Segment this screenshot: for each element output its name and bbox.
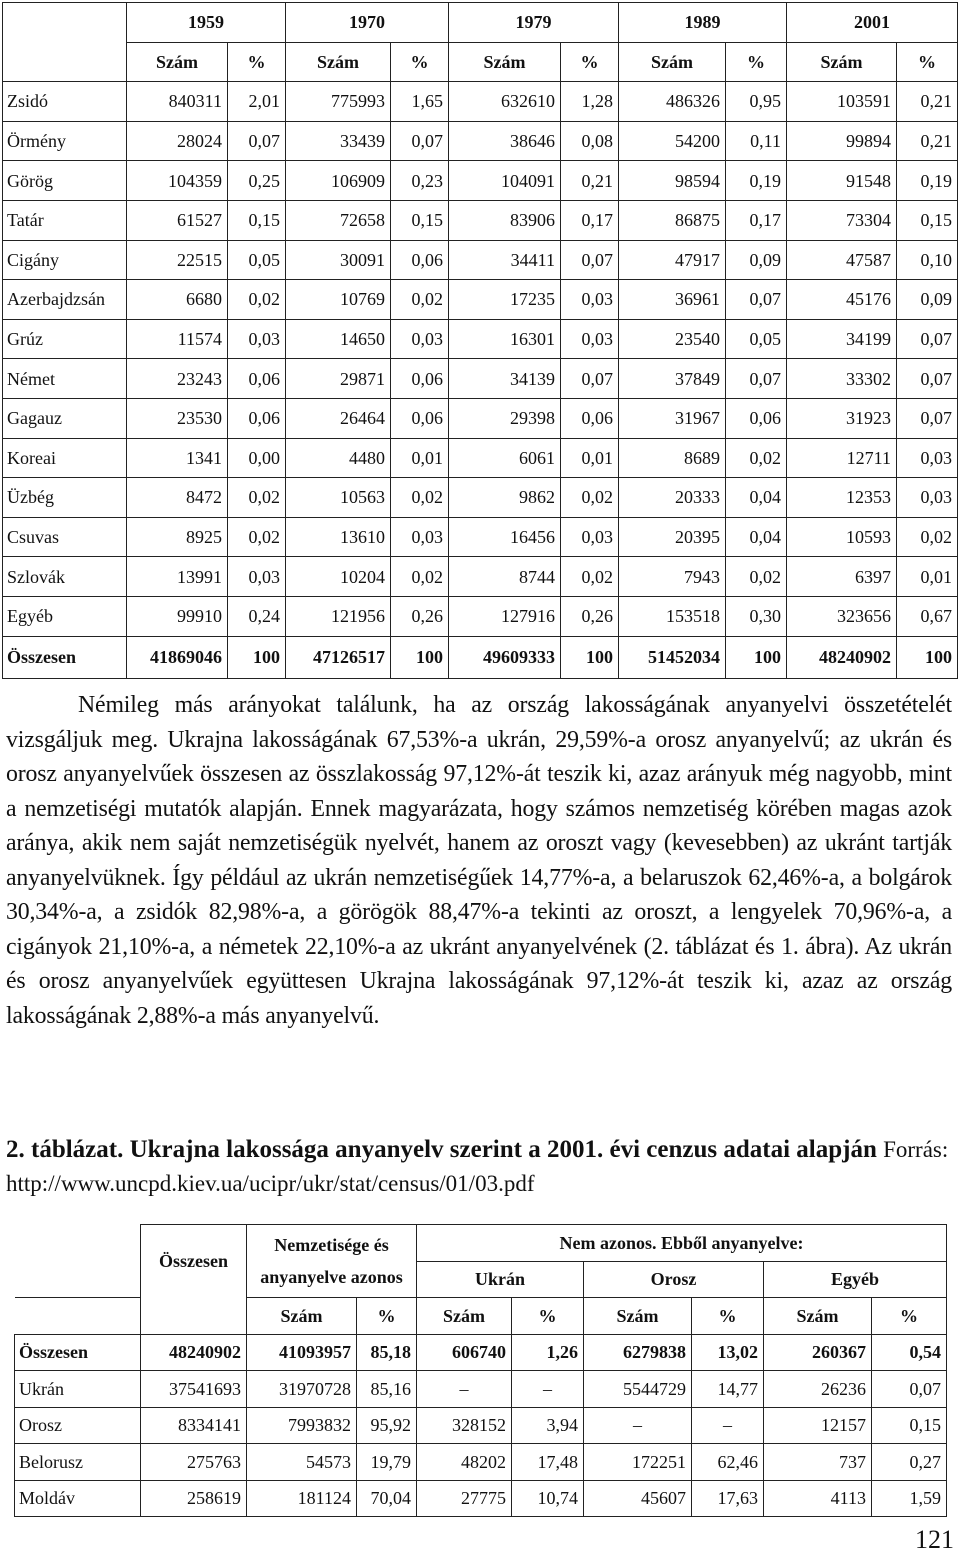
table-cell: 0,21 bbox=[897, 82, 958, 122]
table-cell: 0,09 bbox=[897, 280, 958, 320]
table-cell: 3,94 bbox=[512, 1407, 584, 1444]
population-by-nationality-table bbox=[2, 2, 958, 679]
table-row bbox=[15, 1371, 947, 1408]
table-cell: 20395 bbox=[619, 517, 726, 557]
header-lang: Egyéb bbox=[764, 1261, 947, 1298]
header-lang: Orosz bbox=[584, 1261, 764, 1298]
table-row bbox=[3, 359, 958, 399]
row-label: Ukrán bbox=[15, 1371, 141, 1408]
year-header: 1989 bbox=[619, 3, 787, 43]
table-cell: 0,07 bbox=[897, 359, 958, 399]
table-cell: 0,02 bbox=[561, 478, 619, 518]
table-cell: 0,24 bbox=[228, 596, 286, 636]
table-cell: 0,06 bbox=[228, 359, 286, 399]
row-label: Összesen bbox=[3, 636, 127, 678]
table-cell: 16456 bbox=[449, 517, 561, 557]
column-subheader: Szám bbox=[417, 1298, 512, 1335]
table-cell: 486326 bbox=[619, 82, 726, 122]
total-row bbox=[3, 636, 958, 678]
table-cell: 54573 bbox=[247, 1444, 357, 1481]
table-cell: 737 bbox=[764, 1444, 872, 1481]
table-cell: 0,07 bbox=[897, 398, 958, 438]
table-row bbox=[3, 121, 958, 161]
table-cell: 30091 bbox=[286, 240, 391, 280]
table-cell: 12353 bbox=[787, 478, 897, 518]
table-cell: 29398 bbox=[449, 398, 561, 438]
row-label: Zsidó bbox=[3, 82, 127, 122]
table-cell: 100 bbox=[897, 636, 958, 678]
table-cell: 73304 bbox=[787, 200, 897, 240]
table-cell: 31923 bbox=[787, 398, 897, 438]
table-cell: 0,07 bbox=[561, 359, 619, 399]
table-cell: 86875 bbox=[619, 200, 726, 240]
table-cell: 0,25 bbox=[228, 161, 286, 201]
table-cell: 27775 bbox=[417, 1480, 512, 1517]
table-cell: 606740 bbox=[417, 1334, 512, 1371]
table-row bbox=[15, 1480, 947, 1517]
table-row bbox=[3, 82, 958, 122]
table-cell: 33439 bbox=[286, 121, 391, 161]
table-cell: 23540 bbox=[619, 319, 726, 359]
table-cell: 17,63 bbox=[692, 1480, 764, 1517]
row-label: Szlovák bbox=[3, 557, 127, 597]
header-not-same: Nem azonos. Ebből anyanyelve: bbox=[417, 1225, 947, 1262]
table-cell: 48240902 bbox=[787, 636, 897, 678]
table-cell: 0,06 bbox=[726, 398, 787, 438]
table-cell: 0,30 bbox=[726, 596, 787, 636]
table-cell: 10563 bbox=[286, 478, 391, 518]
table-cell: 0,07 bbox=[872, 1371, 947, 1408]
column-subheader: % bbox=[391, 42, 449, 82]
table-cell: 6279838 bbox=[584, 1334, 692, 1371]
table-cell: 47126517 bbox=[286, 636, 391, 678]
table-cell: 26464 bbox=[286, 398, 391, 438]
table-cell: 172251 bbox=[584, 1444, 692, 1481]
table-cell: 34411 bbox=[449, 240, 561, 280]
table-cell: 45607 bbox=[584, 1480, 692, 1517]
table-cell: 0,03 bbox=[897, 478, 958, 518]
table-cell: 106909 bbox=[286, 161, 391, 201]
table-cell: 0,06 bbox=[561, 398, 619, 438]
table-cell: 0,03 bbox=[561, 280, 619, 320]
table-cell: 70,04 bbox=[357, 1480, 417, 1517]
table-cell: 0,21 bbox=[897, 121, 958, 161]
table-cell: 0,23 bbox=[391, 161, 449, 201]
table-caption bbox=[6, 1133, 952, 1201]
table-cell: 0,04 bbox=[726, 478, 787, 518]
caption-title: 2. táblázat. Ukrajna lakossága anyanyelv szerint a 2001. évi cenzus adatai alapján bbox=[6, 1136, 877, 1163]
table-cell: 1,59 bbox=[872, 1480, 947, 1517]
table-cell: 0,03 bbox=[391, 319, 449, 359]
table-cell: 12711 bbox=[787, 438, 897, 478]
column-subheader: % bbox=[357, 1298, 417, 1335]
table-cell: 23243 bbox=[127, 359, 228, 399]
table-cell: 83906 bbox=[449, 200, 561, 240]
table-cell: 1,28 bbox=[561, 82, 619, 122]
table-cell: 11574 bbox=[127, 319, 228, 359]
table-row bbox=[3, 438, 958, 478]
table-cell: 0,07 bbox=[726, 280, 787, 320]
table-cell: 840311 bbox=[127, 82, 228, 122]
table-cell: 0,07 bbox=[228, 121, 286, 161]
table-cell: 0,10 bbox=[897, 240, 958, 280]
table-cell: 51452034 bbox=[619, 636, 726, 678]
table-row bbox=[3, 517, 958, 557]
table-cell: 0,02 bbox=[228, 517, 286, 557]
table-cell: 0,17 bbox=[726, 200, 787, 240]
table-cell: 0,27 bbox=[872, 1444, 947, 1481]
row-label: Grúz bbox=[3, 319, 127, 359]
row-label: Cigány bbox=[3, 240, 127, 280]
table-cell: 104091 bbox=[449, 161, 561, 201]
column-subheader: Szám bbox=[127, 42, 228, 82]
row-label: Örmény bbox=[3, 121, 127, 161]
table-row bbox=[3, 240, 958, 280]
table-cell: 20333 bbox=[619, 478, 726, 518]
table-cell: 6397 bbox=[787, 557, 897, 597]
table-cell: 14650 bbox=[286, 319, 391, 359]
table-cell: 54200 bbox=[619, 121, 726, 161]
table-row bbox=[15, 1407, 947, 1444]
column-subheader: Szám bbox=[584, 1298, 692, 1335]
header-lang: Ukrán bbox=[417, 1261, 584, 1298]
table-cell: 0,01 bbox=[391, 438, 449, 478]
table-cell: 0,02 bbox=[726, 557, 787, 597]
table-cell: 7993832 bbox=[247, 1407, 357, 1444]
table-cell: 6061 bbox=[449, 438, 561, 478]
table-cell: 0,03 bbox=[561, 319, 619, 359]
column-subheader: % bbox=[726, 42, 787, 82]
row-label: Belorusz bbox=[15, 1444, 141, 1481]
table-cell: 2,01 bbox=[228, 82, 286, 122]
page-number: 121 bbox=[915, 1525, 954, 1554]
table-cell: 0,02 bbox=[228, 478, 286, 518]
table-cell: 0,15 bbox=[872, 1407, 947, 1444]
row-label: Összesen bbox=[15, 1334, 141, 1371]
table-cell: 85,16 bbox=[357, 1371, 417, 1408]
year-header: 1959 bbox=[127, 3, 286, 43]
table-cell: 91548 bbox=[787, 161, 897, 201]
table-cell: 49609333 bbox=[449, 636, 561, 678]
caption-source: Forrás: http://www.uncpd.kiev.ua/ucipr/ukr/stat/census/01/03.pdf bbox=[6, 1137, 949, 1196]
table-cell: 10593 bbox=[787, 517, 897, 557]
table-cell: 12157 bbox=[764, 1407, 872, 1444]
table-cell: 0,07 bbox=[726, 359, 787, 399]
table-cell: 328152 bbox=[417, 1407, 512, 1444]
table-cell: 4113 bbox=[764, 1480, 872, 1517]
table-cell: 0,95 bbox=[726, 82, 787, 122]
table-cell: 275763 bbox=[141, 1444, 247, 1481]
table-cell: 323656 bbox=[787, 596, 897, 636]
table-cell: 7943 bbox=[619, 557, 726, 597]
table-cell: 0,09 bbox=[726, 240, 787, 280]
table-cell: 0,07 bbox=[897, 319, 958, 359]
table-cell: 0,02 bbox=[391, 280, 449, 320]
table-cell: 0,08 bbox=[561, 121, 619, 161]
table-cell: 28024 bbox=[127, 121, 228, 161]
table-cell: 0,15 bbox=[897, 200, 958, 240]
table-cell: 0,15 bbox=[391, 200, 449, 240]
table-cell: 181124 bbox=[247, 1480, 357, 1517]
table-cell: 0,21 bbox=[561, 161, 619, 201]
table-cell: 0,02 bbox=[897, 517, 958, 557]
table-cell: 0,01 bbox=[897, 557, 958, 597]
table-cell: 0,19 bbox=[726, 161, 787, 201]
table-cell: 632610 bbox=[449, 82, 561, 122]
table-cell: 103591 bbox=[787, 82, 897, 122]
table-cell: 8925 bbox=[127, 517, 228, 557]
column-subheader: % bbox=[872, 1298, 947, 1335]
table-cell: 260367 bbox=[764, 1334, 872, 1371]
table-cell: 0,05 bbox=[726, 319, 787, 359]
table-cell: 33302 bbox=[787, 359, 897, 399]
year-header: 1979 bbox=[449, 3, 619, 43]
table-cell: 45176 bbox=[787, 280, 897, 320]
table-cell: 0,06 bbox=[391, 359, 449, 399]
table-cell: 104359 bbox=[127, 161, 228, 201]
table-cell: 4480 bbox=[286, 438, 391, 478]
table-row bbox=[3, 200, 958, 240]
table-cell: 0,06 bbox=[228, 398, 286, 438]
row-label: Német bbox=[3, 359, 127, 399]
table-cell: 13991 bbox=[127, 557, 228, 597]
table-cell: 16301 bbox=[449, 319, 561, 359]
table-cell: 41869046 bbox=[127, 636, 228, 678]
row-label: Gagauz bbox=[3, 398, 127, 438]
body-paragraph: Némileg más arányokat találunk, ha az ország lakosságának anyanyelvi összetételét vizsgáljuk meg. Ukrajna lakosságának 67,53%-a ukrán, 29,59%-a orosz anyanyelvű; az ukrán és orosz anyanyelvűek összesen az összlakosság 97,12%-át teszik ki, azaz arányuk még nagyobb, mint a nemzetiségi mutatók alapján. Ennek magyarázata, hogy számos nemzetiség körében magas azok aránya, akik nem saját nemzetiségük nyelvét, hanem az oroszt vagy (kevesebben) az ukránt tartják anyanyelvüknek. Így például az ukrán nemzetiségűek 14,77%-a, a belaruszok 62,46%-a, a bolgárok 30,34%-a, a zsidók 82,98%-a, a görögök 88,47%-a tekinti az oroszt, a lengyelek 70,96%-a, a cigányok 21,10%-a, a németek 22,10%-a az ukránt anyanyelvének (2. táblázat és 1. ábra). Az ukrán és orosz anyanyelvűek együttesen Ukrajna lakosságának 97,12%-át teszik ki, azaz az ország lakosságának 2,88%-a más anyanyelvű. bbox=[6, 692, 952, 1029]
header-total-spacer bbox=[141, 1298, 247, 1335]
table-cell: 14,77 bbox=[692, 1371, 764, 1408]
table-cell: 0,03 bbox=[561, 517, 619, 557]
table-cell: 0,07 bbox=[391, 121, 449, 161]
column-subheader: Szám bbox=[247, 1298, 357, 1335]
table-cell: 1341 bbox=[127, 438, 228, 478]
table-cell: 127916 bbox=[449, 596, 561, 636]
table-row bbox=[3, 478, 958, 518]
table-cell: 10,74 bbox=[512, 1480, 584, 1517]
table-cell: 31967 bbox=[619, 398, 726, 438]
table-cell: 8472 bbox=[127, 478, 228, 518]
table-cell: 47587 bbox=[787, 240, 897, 280]
table-cell: 48202 bbox=[417, 1444, 512, 1481]
table-cell: 258619 bbox=[141, 1480, 247, 1517]
table-cell: 8744 bbox=[449, 557, 561, 597]
table-cell: 0,03 bbox=[897, 438, 958, 478]
row-label: Azerbajdzsán bbox=[3, 280, 127, 320]
table-cell: 22515 bbox=[127, 240, 228, 280]
table-row bbox=[3, 319, 958, 359]
table-cell: 0,17 bbox=[561, 200, 619, 240]
table-cell: 0,04 bbox=[726, 517, 787, 557]
column-subheader: Szám bbox=[449, 42, 561, 82]
table-cell: 85,18 bbox=[357, 1334, 417, 1371]
table-cell: – bbox=[584, 1407, 692, 1444]
table-cell: 26236 bbox=[764, 1371, 872, 1408]
table-cell: 99894 bbox=[787, 121, 897, 161]
column-subheader: Szám bbox=[787, 42, 897, 82]
header-corner-cell bbox=[15, 1225, 141, 1298]
table-cell: 8334141 bbox=[141, 1407, 247, 1444]
table-cell: 0,02 bbox=[391, 557, 449, 597]
table-cell: 0,19 bbox=[897, 161, 958, 201]
column-subheader: % bbox=[692, 1298, 764, 1335]
table-cell: 100 bbox=[391, 636, 449, 678]
table-cell: 31970728 bbox=[247, 1371, 357, 1408]
table-cell: 6680 bbox=[127, 280, 228, 320]
table-cell: 17235 bbox=[449, 280, 561, 320]
row-label: Tatár bbox=[3, 200, 127, 240]
table-cell: 13610 bbox=[286, 517, 391, 557]
table-cell: 0,54 bbox=[872, 1334, 947, 1371]
table-row bbox=[3, 398, 958, 438]
table-cell: 0,02 bbox=[228, 280, 286, 320]
table-row bbox=[3, 161, 958, 201]
column-subheader: Szám bbox=[764, 1298, 872, 1335]
table-cell: 38646 bbox=[449, 121, 561, 161]
header-corner-cell bbox=[3, 3, 127, 82]
table-row bbox=[3, 557, 958, 597]
table-cell: 99910 bbox=[127, 596, 228, 636]
table-cell: 9862 bbox=[449, 478, 561, 518]
table-cell: 0,05 bbox=[228, 240, 286, 280]
table-cell: 34199 bbox=[787, 319, 897, 359]
population-by-mother-tongue-table bbox=[14, 1224, 947, 1517]
table-cell: 0,02 bbox=[391, 478, 449, 518]
total-row bbox=[15, 1334, 947, 1371]
table-cell: 0,06 bbox=[391, 398, 449, 438]
table-cell: – bbox=[512, 1371, 584, 1408]
table-cell: – bbox=[417, 1371, 512, 1408]
table-cell: 36961 bbox=[619, 280, 726, 320]
table-cell: 0,00 bbox=[228, 438, 286, 478]
table-cell: 121956 bbox=[286, 596, 391, 636]
table-cell: 29871 bbox=[286, 359, 391, 399]
table-cell: 10204 bbox=[286, 557, 391, 597]
table-cell: 47917 bbox=[619, 240, 726, 280]
row-label: Koreai bbox=[3, 438, 127, 478]
table-cell: 61527 bbox=[127, 200, 228, 240]
table-cell: 72658 bbox=[286, 200, 391, 240]
table-cell: 5544729 bbox=[584, 1371, 692, 1408]
year-header: 2001 bbox=[787, 3, 958, 43]
table-cell: 1,26 bbox=[512, 1334, 584, 1371]
table-cell: 0,06 bbox=[391, 240, 449, 280]
column-subheader: % bbox=[897, 42, 958, 82]
table-cell: 1,65 bbox=[391, 82, 449, 122]
table-cell: 100 bbox=[726, 636, 787, 678]
table-cell: 0,02 bbox=[726, 438, 787, 478]
table-row bbox=[3, 596, 958, 636]
table-cell: 48240902 bbox=[141, 1334, 247, 1371]
column-subheader: % bbox=[228, 42, 286, 82]
column-subheader: Szám bbox=[286, 42, 391, 82]
table-cell: 34139 bbox=[449, 359, 561, 399]
table-cell: 100 bbox=[561, 636, 619, 678]
table-cell: 0,11 bbox=[726, 121, 787, 161]
table-cell: 0,03 bbox=[228, 319, 286, 359]
table-cell: 10769 bbox=[286, 280, 391, 320]
row-label: Görög bbox=[3, 161, 127, 201]
column-subheader: % bbox=[561, 42, 619, 82]
row-label: Orosz bbox=[15, 1407, 141, 1444]
table-cell: 0,02 bbox=[561, 557, 619, 597]
table-cell: 0,15 bbox=[228, 200, 286, 240]
table-row bbox=[3, 280, 958, 320]
column-subheader: Szám bbox=[619, 42, 726, 82]
table-cell: 98594 bbox=[619, 161, 726, 201]
table-cell: 0,26 bbox=[391, 596, 449, 636]
table-cell: 62,46 bbox=[692, 1444, 764, 1481]
table-cell: 13,02 bbox=[692, 1334, 764, 1371]
table-cell: 23530 bbox=[127, 398, 228, 438]
table-cell: 95,92 bbox=[357, 1407, 417, 1444]
header-same-language: Nemzetisége és anyanyelve azonos bbox=[247, 1225, 417, 1298]
year-header: 1970 bbox=[286, 3, 449, 43]
row-label: Csuvas bbox=[3, 517, 127, 557]
table-cell: 37541693 bbox=[141, 1371, 247, 1408]
table-cell: 0,03 bbox=[391, 517, 449, 557]
table-cell: 0,03 bbox=[228, 557, 286, 597]
table-cell: 0,67 bbox=[897, 596, 958, 636]
table-cell: 100 bbox=[228, 636, 286, 678]
table-cell: 0,01 bbox=[561, 438, 619, 478]
table-cell: 17,48 bbox=[512, 1444, 584, 1481]
table-cell: 8689 bbox=[619, 438, 726, 478]
row-label: Egyéb bbox=[3, 596, 127, 636]
table-cell: 0,07 bbox=[561, 240, 619, 280]
row-label: Moldáv bbox=[15, 1480, 141, 1517]
table-cell: 41093957 bbox=[247, 1334, 357, 1371]
table-cell: 37849 bbox=[619, 359, 726, 399]
table-cell: – bbox=[692, 1407, 764, 1444]
table-cell: 775993 bbox=[286, 82, 391, 122]
column-subheader: % bbox=[512, 1298, 584, 1335]
table-cell: 0,26 bbox=[561, 596, 619, 636]
table-cell: 19,79 bbox=[357, 1444, 417, 1481]
header-corner-cell bbox=[15, 1298, 141, 1335]
table-row bbox=[15, 1444, 947, 1481]
header-total: Összesen bbox=[141, 1225, 247, 1298]
table-cell: 153518 bbox=[619, 596, 726, 636]
row-label: Üzbég bbox=[3, 478, 127, 518]
